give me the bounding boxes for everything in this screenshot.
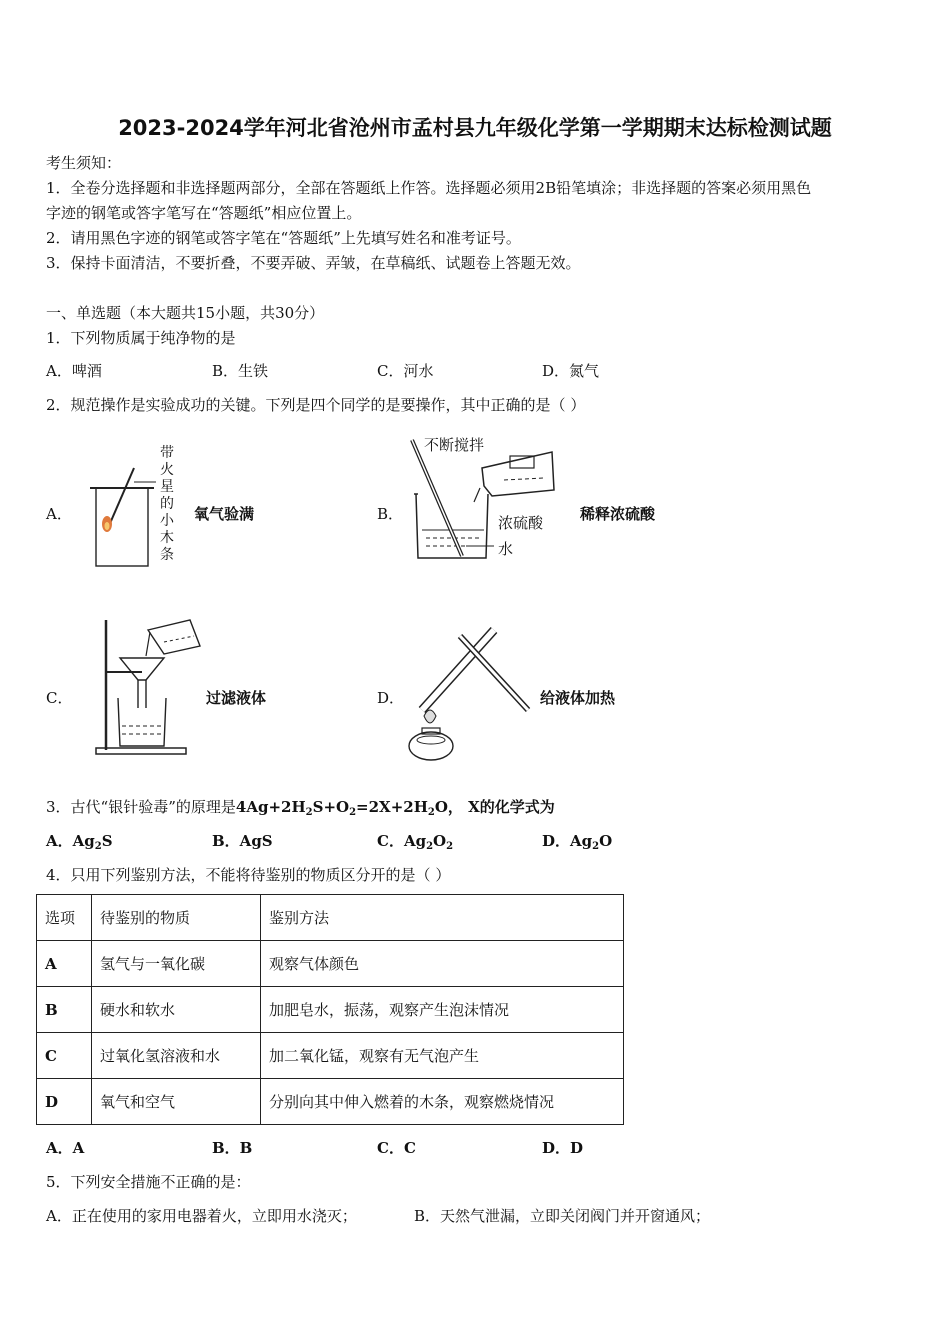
q2-option-b-letter: B． [377, 505, 404, 523]
q5-option-b: B．天然气泄漏，立即关闭阀门并开窗通风； [414, 1207, 711, 1225]
heating-liquid-figure [400, 618, 542, 764]
q2-option-b-caption: 稀释浓硫酸 [580, 505, 656, 523]
table-cell: 氧气和空气 [92, 1079, 261, 1125]
table-header-row [37, 895, 624, 941]
q4-stem: 4．只用下列鉴别方法，不能将待鉴别的物质区分开的是（ ） [46, 866, 451, 884]
fig-a-label-char: 小 [160, 513, 174, 529]
fig-b-acid-label: 浓硫酸 [498, 514, 544, 532]
q2-option-a-caption: 氧气验满 [194, 505, 255, 523]
q3-stem [46, 796, 555, 817]
fig-a-label-char: 木 [160, 530, 174, 546]
q1-option-d: D．氮气 [542, 362, 600, 380]
q2-option-a-letter: A． [46, 505, 72, 523]
section-heading: 一、单选题（本大题共15小题，共30分） [46, 304, 325, 322]
table-header-cell: 待鉴别的物质 [92, 895, 261, 941]
table-cell: B [37, 987, 92, 1033]
table-cell: A [37, 941, 92, 987]
fig-a-label-char: 星 [160, 479, 174, 495]
q4-option-d: D．D [542, 1139, 584, 1157]
table-row [37, 1033, 624, 1079]
q3-option-c: C．$Ag_2O_2$ [377, 832, 454, 852]
notice-item: 3．保持卡面清洁，不要折叠，不要弄破、弄皱，在草稿纸、试题卷上答题无效。 [46, 254, 581, 272]
table-header-cell: 选项 [37, 895, 92, 941]
table-header-cell: 鉴别方法 [261, 895, 624, 941]
q4-table [36, 894, 624, 1125]
filtration-figure [92, 612, 204, 758]
q1-option-b: B．生铁 [212, 362, 269, 380]
table-cell: 硬水和软水 [92, 987, 261, 1033]
fig-a-label-char: 火 [160, 462, 174, 478]
table-cell: 观察气体颜色 [261, 941, 624, 987]
q1-option-c: C．河水 [377, 362, 434, 380]
notice-item: 1．全卷分选择题和非选择题两部分，全部在答题纸上作答。选择题必须用2B铅笔填涂；非选择题的答案必须用黑色 [46, 179, 812, 197]
q3-stem-suffix: X的化学式为 [462, 798, 555, 816]
fig-b-stir-label: 不断搅拌 [424, 436, 485, 454]
q2-option-d-letter: D． [377, 689, 405, 707]
q2-option-d-caption: 给液体加热 [540, 689, 616, 707]
notice-item: 字迹的钢笔或答字笔写在“答题纸”相应位置上。 [46, 204, 362, 222]
q1-option-a: A．啤酒 [46, 362, 102, 380]
q4-option-b: B．B [212, 1139, 253, 1157]
q4-option-c: C．C [377, 1139, 416, 1157]
page-title: 2023-2024学年河北省沧州市孟村县九年级化学第一学期期末达标检测试题 [118, 116, 832, 140]
table-cell: 加二氧化锰，观察有无气泡产生 [261, 1033, 624, 1079]
q3-option-b: B．AgS [212, 832, 273, 850]
table-cell: C [37, 1033, 92, 1079]
q1-stem: 1．下列物质属于纯净物的是 [46, 329, 236, 347]
table-cell: 分别向其中伸入燃着的木条，观察燃烧情况 [261, 1079, 624, 1125]
notice-heading: 考生须知： [46, 154, 122, 172]
fig-b-water-label: 水 [498, 540, 514, 558]
q3-option-d: D．$Ag_2O$ [542, 832, 613, 852]
notice-item: 2．请用黑色字迹的钢笔或答字笔在“答题纸”上先填写姓名和准考证号。 [46, 229, 521, 247]
q4-option-a: A．A [46, 1139, 85, 1157]
q3-equation: $4Ag+2H_2S+O_2=2X+2H_2O$， [235, 798, 463, 818]
q3-option-a: A．$Ag_2S$ [46, 832, 113, 852]
table-row [37, 941, 624, 987]
q3-stem-prefix: 3．古代“银针验毒”的原理是 [46, 798, 236, 816]
fig-a-label-char: 带 [160, 445, 174, 461]
table-cell: 氢气与一氧化碳 [92, 941, 261, 987]
q2-stem: 2．规范操作是实验成功的关键。下列是四个同学的是要操作，其中正确的是（ ） [46, 396, 586, 414]
q5-stem: 5．下列安全措施不正确的是： [46, 1173, 251, 1191]
table-row [37, 987, 624, 1033]
table-cell: D [37, 1079, 92, 1125]
q2-option-c-letter: C． [46, 689, 73, 707]
q2-option-c-caption: 过滤液体 [206, 689, 267, 707]
fig-a-label-char: 的 [160, 496, 174, 512]
fig-a-label-char: 条 [160, 547, 174, 563]
table-cell: 过氧化氢溶液和水 [92, 1033, 261, 1079]
table-row [37, 1079, 624, 1125]
table-cell: 加肥皂水，振荡，观察产生泡沫情况 [261, 987, 624, 1033]
q5-option-a: A．正在使用的家用电器着火，立即用水浇灭； [46, 1207, 357, 1225]
